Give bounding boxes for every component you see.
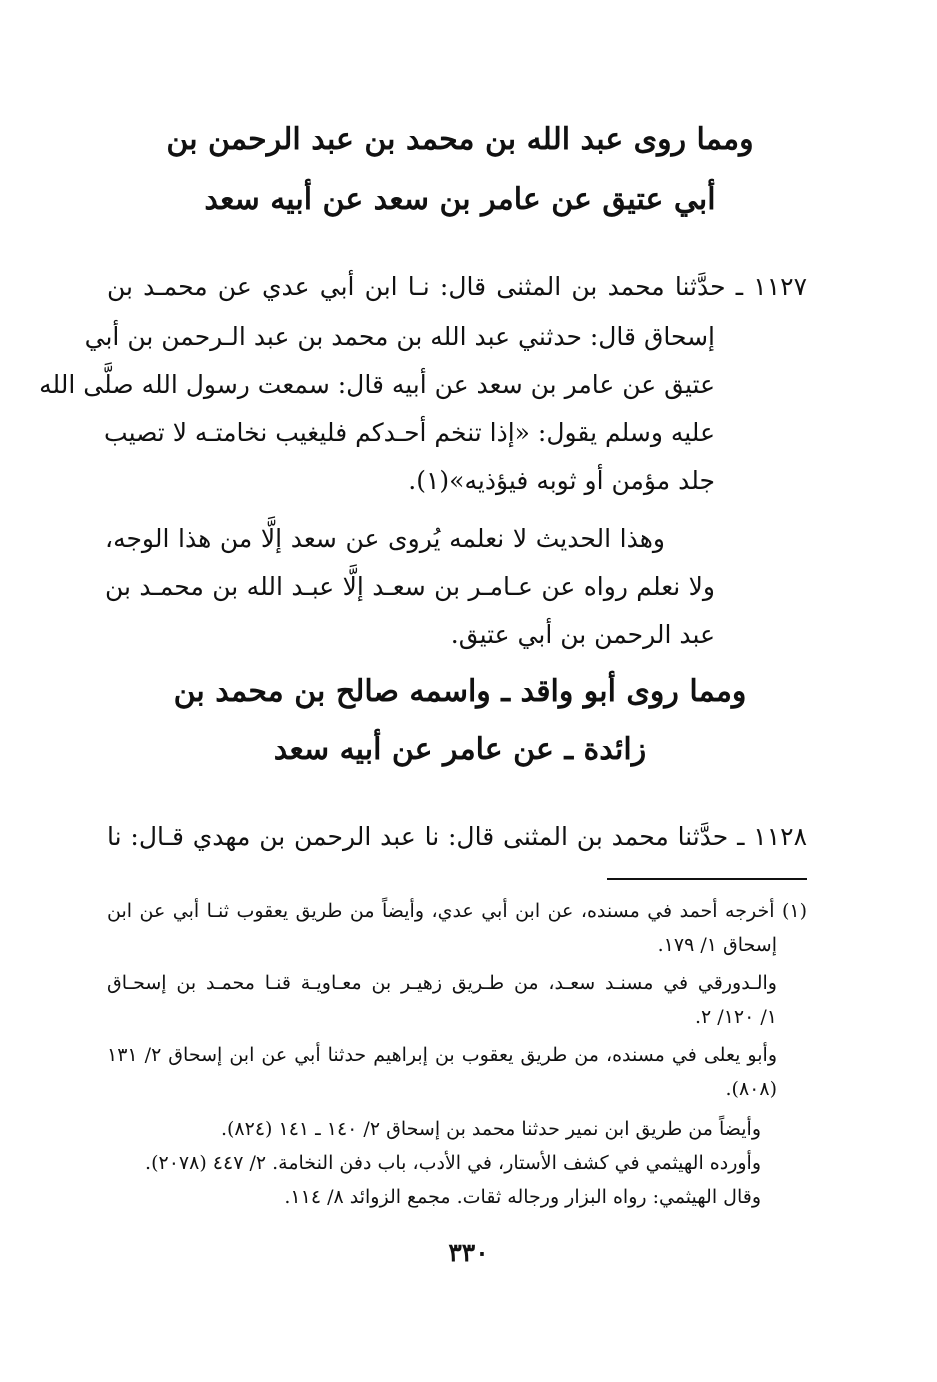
section-heading-line: زائدة ـ عن عامر عن أبيه سعد — [273, 732, 647, 767]
footnote-line: وأيضاً من طريق ابن نمير حدثنا محمد بن إسحاق ٢/ ١٤٠ ـ ١٤١ (٨٢٤). — [220, 1118, 761, 1140]
footnote-line: والـدورقي في مسنـد سعـد، من طـريق زهيـر بن معـاويـة قنـا محمـد بن إسحـاق — [107, 972, 777, 994]
hadith-text-line: ١١٢٧ ـ حدَّثنا محمد بن المثنى قال: نـا ابن أبي عدي عن محمـد بن — [107, 272, 807, 301]
page-number: ٣٣٠ — [448, 1238, 489, 1267]
section-heading-line: ومما روى أبو واقد ـ واسمه صالح بن محمد بن — [173, 674, 747, 709]
commentary-line: عبد الرحمن بن أبي عتيق. — [450, 620, 715, 649]
footnote-line: ١/ ١٢٠/ ٢. — [694, 1006, 777, 1028]
section-heading-line: أبي عتيق عن عامر بن سعد عن أبيه سعد — [204, 182, 716, 217]
footnote-line: وأبو يعلى في مسنده، من طريق يعقوب بن إبراهيم حدثنا أبي عن ابن إسحاق ٢/ ١٣١ — [107, 1044, 777, 1066]
section-heading-line: ومما روى عبد الله بن محمد بن عبد الرحمن بن — [166, 122, 754, 157]
hadith-text-line: عليه وسلم يقول: «إذا تنخم أحـدكم فليغيب نخامتـه لا تصيب — [104, 418, 715, 447]
footnote-line: (٨٠٨). — [725, 1078, 777, 1100]
hadith-text-line: عتيق عن عامر بن سعد عن أبيه قال: سمعت رسول الله صلَّى الله — [39, 370, 715, 399]
footnote-line: (١) أخرجه أحمد في مسنده، عن ابن أبي عدي، وأيضاً من طريق يعقوب ثنـا أبي عن ابن — [107, 900, 807, 922]
commentary-line: وهذا الحديث لا نعلمه يُروى عن سعد إلَّا من هذا الوجه، — [105, 524, 665, 553]
footnote-separator — [607, 878, 807, 880]
hadith-text-line: ١١٢٨ ـ حدَّثنا محمد بن المثنى قال: نا عبد الرحمن بن مهدي قـال: نا — [107, 822, 807, 851]
hadith-text-line: إسحاق قال: حدثني عبد الله بن محمد بن عبد الـرحمن بن أبي — [84, 322, 715, 351]
commentary-line: ولا نعلم رواه عن عـامـر بن سعـد إلَّا عبـد الله بن محمـد بن — [105, 572, 715, 601]
hadith-text-line: جلد مؤمن أو ثوبه فيؤذيه»(١). — [408, 466, 715, 495]
footnote-line: وأورده الهيثمي في كشف الأستار، في الأدب، باب دفن النخامة. ٢/ ٤٤٧ (٢٠٧٨). — [145, 1152, 761, 1174]
footnote-line: إسحاق ١/ ١٧٩. — [657, 934, 777, 956]
footnote-line: وقال الهيثمي: رواه البزار ورجاله ثقات. مجمع الزوائد ٨/ ١١٤. — [284, 1186, 761, 1208]
